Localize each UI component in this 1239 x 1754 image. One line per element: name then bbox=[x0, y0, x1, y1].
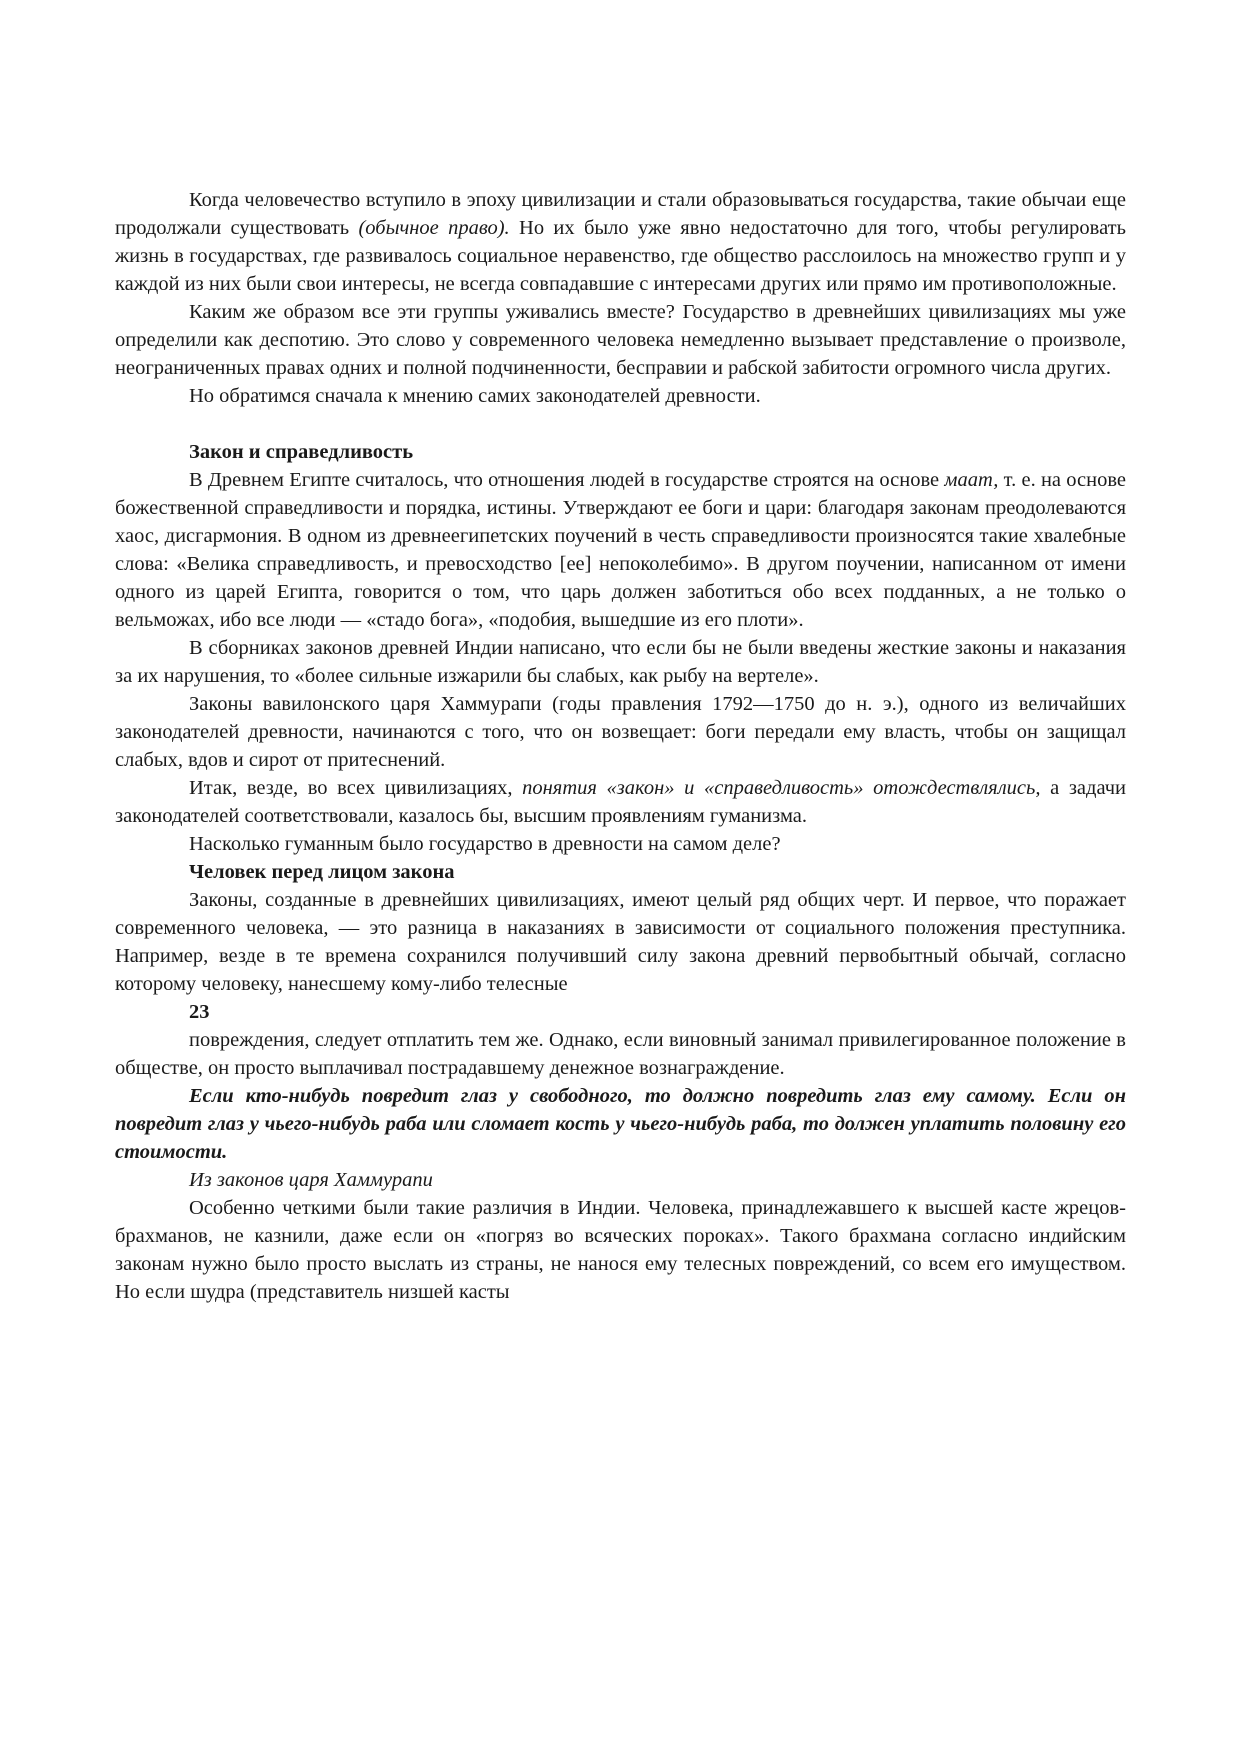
paragraph-10: повреждения, следует отплатить тем же. Однако, если виновный занимал привилегированное положение в обществе, он просто выплачивал пострадавшему денежное вознаграждение. bbox=[115, 1029, 1126, 1079]
paragraph-4-text: В Древнем Египте считалось, что отношения людей в государстве строятся на основе bbox=[189, 469, 945, 491]
paragraph-4-text-end: т. е. на основе божественной справедливости и порядка, истины. Утверждают ее боги и цари: благодаря законам преодолеваются хаос, дисгармония. В одном из древнеегипетских поучений в честь справедливости произносятся такие хвалебные слова: «Велика справедливость, и превосходство [ее] непоколебимо». В другом поучении, написанном от имени одного из царей Египта, говорится о том, что царь должен заботиться обо всех подданных, а не только о вельможах, ибо все люди — «стадо бога», «подобия, вышедшие из его плоти». bbox=[115, 469, 1127, 631]
document-page bbox=[115, 186, 1126, 1306]
paragraph-1-text: Когда человечество вступило в эпоху цивилизации и стали образовываться государства, такие обычаи еще продолжали существовать bbox=[115, 189, 1126, 239]
law-quote: Если кто-нибудь повредит глаз у свободного, то должно повредить глаз ему самому. Если он повредит глаз у чьего-нибудь раба или сломает кость у чьего-нибудь раба, то должен уплатить половину его стоимости. bbox=[115, 1085, 1126, 1163]
page-number: 23 bbox=[189, 1001, 210, 1023]
paragraph-7-italic: понятия «закон» и «справедливость» отождествлялись, bbox=[522, 777, 1041, 799]
paragraph-7 bbox=[115, 774, 1126, 830]
paragraph-8: Насколько гуманным было государство в древности на самом деле? bbox=[189, 833, 781, 855]
quote-source: Из законов царя Хаммурапи bbox=[189, 1169, 433, 1191]
paragraph-3: Но обратимся сначала к мнению самих законодателей древности. bbox=[189, 385, 761, 407]
paragraph-6: Законы вавилонского царя Хаммурапи (годы правления 1792—1750 до н. э.), одного из величайших законодателей древности, начинаются с того, что он возвещает: боги передали ему власть, чтобы он защищал слабых, вдов и сирот от притеснений. bbox=[115, 693, 1126, 771]
section-gap bbox=[115, 410, 1126, 438]
paragraph-1-italic: (обычное право). bbox=[358, 217, 510, 239]
paragraph-4-italic: маат, bbox=[944, 469, 999, 491]
paragraph-5: В сборниках законов древней Индии написано, что если бы не были введены жесткие законы и наказания за их нарушения, то «более сильные изжарили бы слабых, как рыбу на вертеле». bbox=[115, 637, 1126, 687]
paragraph-7-text-end: а задачи законодателей соответствовали, казалось бы, высшим проявлениям гуманизма. bbox=[115, 777, 1127, 827]
paragraph-11: Особенно четкими были такие различия в Индии. Человека, принадлежавшего к высшей касте жрецов-брахманов, не казнили, даже если он «погряз во всяческих пороках». Такого брахмана согласно индийским законам нужно было просто выслать из страны, не нанося ему телесных повреждений, со всем его имуществом. Но если шудра (представитель низшей касты bbox=[115, 1197, 1126, 1303]
section-heading-1: Закон и справедливость bbox=[189, 441, 414, 463]
section-heading-2: Человек перед лицом закона bbox=[189, 861, 455, 883]
paragraph-2: Каким же образом все эти группы уживались вместе? Государство в древнейших цивилизациях мы уже определили как деспотию. Это слово у современного человека немедленно вызывает представление о произволе, неограниченных правах одних и полной подчиненности, бесправии и рабской забитости огромного числа других. bbox=[115, 301, 1126, 379]
paragraph-9: Законы, созданные в древнейших цивилизациях, имеют целый ряд общих черт. И первое, что поражает современного человека, — это разница в наказаниях в зависимости от социального положения преступника. Например, везде в те времена сохранился получивший силу закона древний первобытный обычай, согласно которому человеку, нанесшему кому-либо телесные bbox=[115, 889, 1126, 995]
paragraph-1 bbox=[115, 186, 1126, 298]
paragraph-1-text-end: Но их было уже явно недостаточно для того, чтобы регулировать жизнь в государствах, где развивалось социальное неравенство, где общество расслоилось на множество групп и у каждой из них были свои интересы, не всегда совпадавшие с интересами других или прямо им противоположные. bbox=[115, 217, 1126, 295]
paragraph-7-text: Итак, везде, во всех цивилизациях, bbox=[189, 777, 523, 799]
paragraph-4 bbox=[115, 466, 1126, 634]
